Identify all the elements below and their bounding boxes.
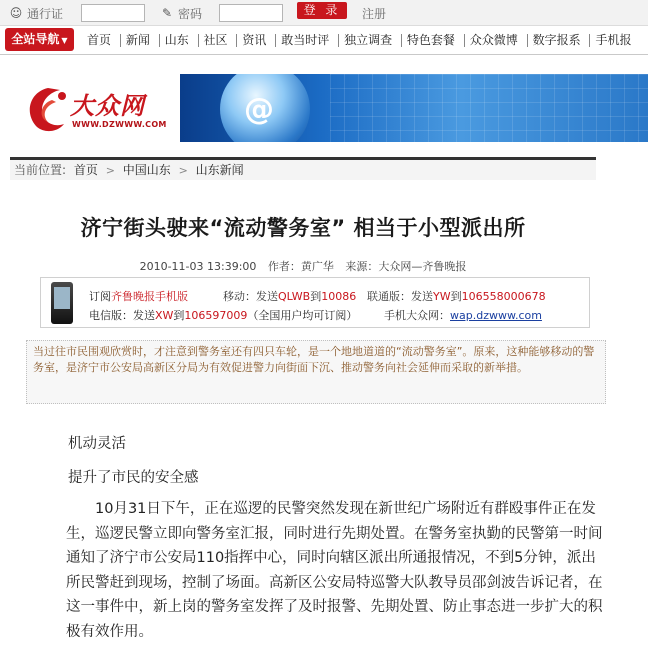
breadcrumb-home[interactable]: 首页 — [73, 163, 98, 177]
wap-label: 手机大众网： — [384, 309, 450, 322]
breadcrumb-shandong-news[interactable]: 山东新闻 — [195, 163, 244, 177]
cmcc-code: QLWB — [278, 290, 311, 303]
logo-url: WWW.DZWWW.COM — [72, 120, 167, 129]
mobile-cmcc-info — [223, 288, 356, 304]
chevron-right-icon: > — [178, 164, 188, 177]
unicom-number: 106558000678 — [461, 290, 546, 303]
register-link[interactable]: 注册 — [362, 7, 387, 21]
nav-item-community[interactable]: 社区 — [198, 34, 233, 47]
mobile-edition-name[interactable]: 齐鲁晚报手机版 — [111, 290, 188, 303]
all-nav-button[interactable] — [5, 28, 74, 51]
banner-image — [180, 74, 648, 142]
site-logo[interactable] — [22, 82, 172, 142]
article-summary: 当过往市民围观欣赏时，才注意到警务室还有四只车轮，是一个地地道道的“流动警务室”。原来，这种能够移动的警务室，是济宁市公安局高新区分局为有效促进警力向街面下沉、推动警务向社会延伸而采取的新举措。 — [26, 340, 606, 404]
caret-down-icon: ▼ — [61, 36, 68, 45]
unicom-to: 到 — [450, 290, 462, 303]
breadcrumb — [10, 157, 596, 180]
unicom-label: 联通版：发送 — [367, 290, 433, 303]
article-paragraph: 10月31日下午，正在巡逻的民警突然发现在新世纪广场附近有群殴事件正在发生，巡逻民警立即向警务室汇报，同时进行先期处置。在警务室执勤的民警第一时间通知了济宁市公安局110指挥中心，同时向辖区派出所通报情况，不到5分钟，派出所民警赶到现场，控制了场面。高新区公安局特巡警大队教导员邵剑波告诉记者，在这一事件中，新上岗的警务室发挥了及时报警、先期处置、防止事态进一步扩大的积极有效作用。 — [66, 501, 603, 640]
mobile-phone-icon — [51, 282, 73, 324]
subscribe-row-2 — [89, 307, 357, 323]
main-nav — [0, 28, 648, 55]
unicom-info — [367, 288, 546, 304]
nav-item-packages[interactable]: 特色套餐 — [401, 34, 460, 47]
password-label: 密码 — [178, 7, 203, 21]
article-source: 来源：大众网—齐鲁晚报 — [345, 260, 467, 273]
breadcrumb-china-shandong[interactable]: 中国山东 — [122, 163, 171, 177]
nav-item-weibo[interactable]: 众众微博 — [464, 34, 523, 47]
article-title: 济宁街头驶来“流动警务室” 相当于小型派出所 — [80, 216, 526, 240]
subscribe-label: 订阅 — [89, 290, 111, 303]
password-input[interactable] — [219, 4, 283, 22]
chevron-right-icon: > — [105, 164, 115, 177]
article-author: 作者：黄广华 — [267, 260, 334, 273]
nav-list — [82, 33, 636, 47]
unicom-code: YW — [433, 290, 451, 303]
passport-label: 通行证 — [27, 7, 64, 21]
nav-item-shandong[interactable]: 山东 — [159, 34, 194, 47]
breadcrumb-prefix: 当前位置: — [14, 163, 67, 177]
nav-item-mobile-paper[interactable]: 手机报 — [589, 34, 636, 47]
all-nav-label: 全站导航 — [11, 32, 60, 46]
wap-info — [384, 307, 542, 323]
login-button[interactable]: 登 录 — [297, 2, 347, 19]
subscribe-box — [40, 277, 590, 328]
telecom-to: 到 — [173, 309, 185, 322]
logo-swirl-icon — [22, 82, 74, 142]
article-meta — [10, 258, 596, 274]
login-bar — [0, 0, 648, 26]
cmcc-number: 10086 — [321, 290, 357, 303]
subheading-1: 机动灵活 — [68, 436, 126, 452]
at-sign-icon: @ — [244, 92, 274, 127]
passport-input[interactable] — [81, 4, 145, 22]
nav-item-news[interactable]: 新闻 — [120, 34, 155, 47]
telecom-code: XW — [155, 309, 174, 322]
telecom-label: 电信版：发送 — [89, 309, 155, 322]
nav-item-home[interactable]: 首页 — [87, 33, 112, 47]
telecom-number: 106597009 — [184, 309, 248, 322]
wap-link[interactable]: wap.dzwww.com — [450, 309, 542, 322]
user-icon: ☺ — [9, 6, 23, 20]
subheading-2: 提升了市民的安全感 — [68, 470, 199, 486]
nav-item-info[interactable]: 资讯 — [236, 34, 271, 47]
nav-item-commentary[interactable]: 敢当时评 — [275, 34, 334, 47]
cmcc-label: 移动：发送 — [223, 290, 278, 303]
article-datetime: 2010-11-03 13:39:00 — [139, 260, 257, 273]
nav-item-digital-papers[interactable]: 数字报系 — [527, 34, 586, 47]
nav-item-investigation[interactable]: 独立调查 — [338, 34, 397, 47]
banner-grid — [330, 74, 648, 142]
subscribe-row-1 — [89, 288, 188, 304]
pencil-icon: ✎ — [161, 6, 173, 20]
logo-name: 大众网 — [70, 91, 145, 120]
cmcc-to: 到 — [310, 290, 322, 303]
telecom-note: （全国用户均可订阅） — [247, 309, 358, 322]
